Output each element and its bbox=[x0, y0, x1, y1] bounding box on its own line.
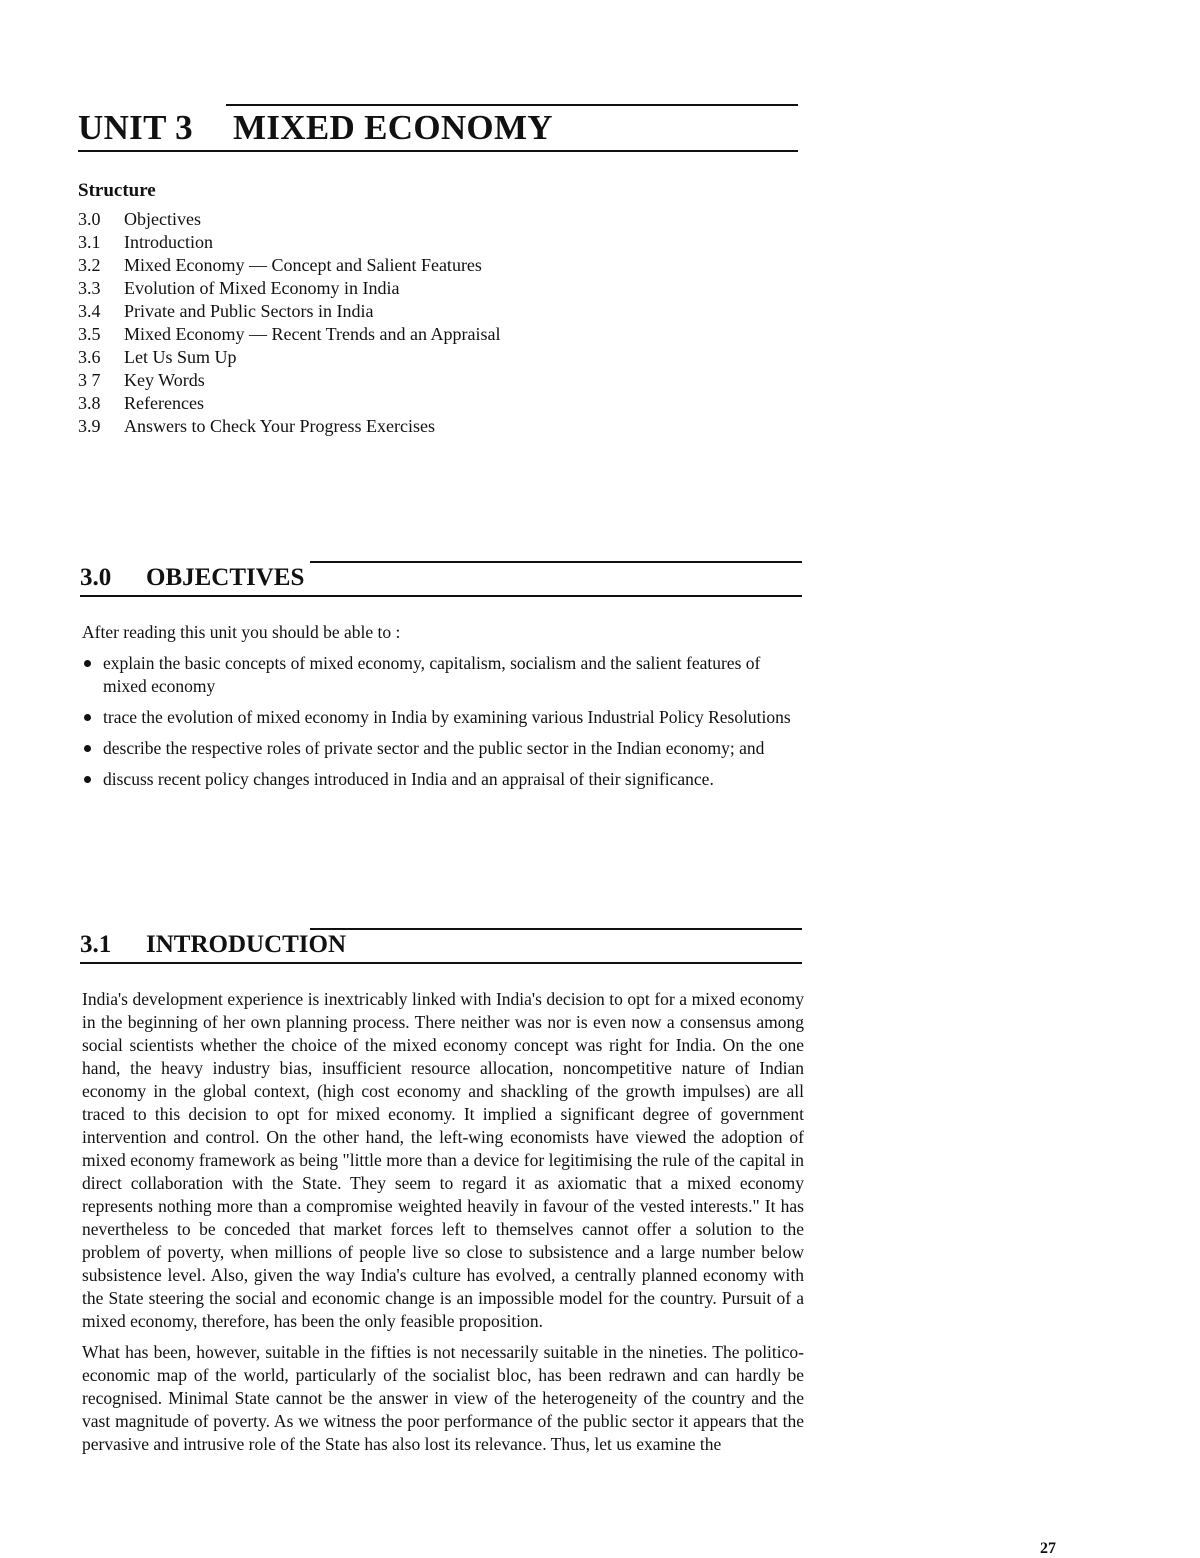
section-title-text: INTRODUCTION bbox=[146, 931, 347, 958]
toc-label: Let Us Sum Up bbox=[124, 347, 237, 367]
introduction-paragraph-2: What has been, however, suitable in the fifties is not necessarily suitable in the nineties. The politico-economic map of the world, particularly of the socialist bloc, has been redrawn and can hardly be recognised. Minimal State cannot be the answer in view of the heterogeneity of the country and the vast magnitude of poverty. As we witness the poor performance of the public sector it appears that the pervasive and intrusive role of the State has also lost its relevance. Thus, let us examine the bbox=[82, 1342, 804, 1454]
toc-number: 3.9 bbox=[78, 416, 101, 436]
objective-item bbox=[82, 652, 804, 698]
toc-number: 3 7 bbox=[78, 370, 101, 390]
introduction-heading bbox=[80, 928, 802, 968]
unit-title-text: MIXED ECONOMY bbox=[233, 108, 553, 147]
section-rule-top bbox=[310, 561, 802, 563]
objective-item bbox=[82, 737, 804, 760]
objectives-heading bbox=[80, 561, 802, 601]
toc-item bbox=[78, 254, 778, 277]
toc-item bbox=[78, 300, 778, 323]
toc-item bbox=[78, 208, 778, 231]
bullet-icon bbox=[84, 660, 91, 667]
structure-section bbox=[78, 180, 778, 438]
objective-text: explain the basic concepts of mixed economy, capitalism, socialism and the salient features of mixed economy bbox=[103, 653, 761, 696]
toc-number: 3.6 bbox=[78, 347, 101, 367]
unit-number: UNIT 3 bbox=[78, 108, 193, 147]
toc-number: 3.8 bbox=[78, 393, 101, 413]
section-rule-bottom bbox=[80, 962, 802, 964]
section-title bbox=[80, 931, 346, 959]
toc-label: Private and Public Sectors in India bbox=[124, 301, 374, 321]
toc-label: Objectives bbox=[124, 209, 201, 229]
toc-label: Mixed Economy — Concept and Salient Features bbox=[124, 255, 482, 275]
toc-number: 3.5 bbox=[78, 324, 101, 344]
toc-item bbox=[78, 369, 778, 392]
structure-heading: Structure bbox=[78, 180, 156, 201]
objective-item bbox=[82, 768, 804, 791]
bullet-icon bbox=[84, 745, 91, 752]
toc-label: Evolution of Mixed Economy in India bbox=[124, 278, 400, 298]
toc-number: 3.4 bbox=[78, 301, 101, 321]
toc-item bbox=[78, 277, 778, 300]
toc-item bbox=[78, 323, 778, 346]
unit-title bbox=[78, 108, 553, 148]
bullet-icon bbox=[84, 714, 91, 721]
toc-item bbox=[78, 392, 778, 415]
page-number: 27 bbox=[1040, 1540, 1056, 1557]
section-title-text: OBJECTIVES bbox=[146, 564, 305, 591]
toc-label: Introduction bbox=[124, 232, 213, 252]
bullet-icon bbox=[84, 776, 91, 783]
objective-item bbox=[82, 706, 804, 729]
objectives-body bbox=[82, 621, 804, 799]
toc-number: 3.3 bbox=[78, 278, 101, 298]
toc-number: 3.2 bbox=[78, 255, 101, 275]
objective-text: discuss recent policy changes introduced in India and an appraisal of their significance. bbox=[103, 769, 714, 789]
table-of-contents bbox=[78, 208, 778, 438]
section-number: 3.1 bbox=[80, 931, 112, 958]
heading-rule-bottom bbox=[78, 150, 798, 152]
section-title bbox=[80, 564, 304, 592]
objectives-list bbox=[82, 652, 804, 791]
objective-text: trace the evolution of mixed economy in India by examining various Industrial Policy Resolutions bbox=[103, 707, 791, 727]
section-rule-top bbox=[310, 928, 802, 930]
toc-item bbox=[78, 231, 778, 254]
toc-label: Mixed Economy — Recent Trends and an Appraisal bbox=[124, 324, 501, 344]
introduction-paragraph-1: India's development experience is inextricably linked with India's decision to opt for a mixed economy in the beginning of her own planning process. There neither was nor is even now a consensus among social scientists whether the choice of the mixed economy concept was right for India. On the one hand, the heavy industry bias, insufficient resource allocation, noncompetitive nature of Indian economy in the global context, (high cost economy and shackling of the growth impulses) are all traced to this decision to opt for mixed economy. It implied a significant degree of government intervention and control. On the other hand, the left-wing economists have viewed the adoption of mixed economy framework as being "little more than a device for legitimising the rule of the capital in direct collaboration with the State. They seem to regard it as axiomatic that a mixed economy represents nothing more than a compromise weighted heavily in favour of the vested interests." It has nevertheless to be conceded that market forces left to themselves cannot offer a solution to the problem of poverty, when millions of people live so close to subsistence and a large number below subsistence level. Also, given the way India's culture has evolved, a centrally planned economy with the State steering the social and economic change is an impossible model for the country. Pursuit of a mixed economy, therefore, has been the only feasible proposition. bbox=[82, 989, 804, 1331]
toc-number: 3.0 bbox=[78, 209, 101, 229]
introduction-body bbox=[82, 988, 804, 1456]
objective-text: describe the respective roles of private sector and the public sector in the Indian economy; and bbox=[103, 738, 765, 758]
section-number: 3.0 bbox=[80, 564, 112, 591]
heading-rule-top bbox=[226, 104, 798, 106]
section-rule-bottom bbox=[80, 595, 802, 597]
toc-label: References bbox=[124, 393, 204, 413]
toc-item bbox=[78, 415, 778, 438]
objectives-intro: After reading this unit you should be able to : bbox=[82, 622, 401, 642]
toc-item bbox=[78, 346, 778, 369]
toc-label: Answers to Check Your Progress Exercises bbox=[124, 416, 435, 436]
toc-label: Key Words bbox=[124, 370, 205, 390]
toc-number: 3.1 bbox=[78, 232, 101, 252]
